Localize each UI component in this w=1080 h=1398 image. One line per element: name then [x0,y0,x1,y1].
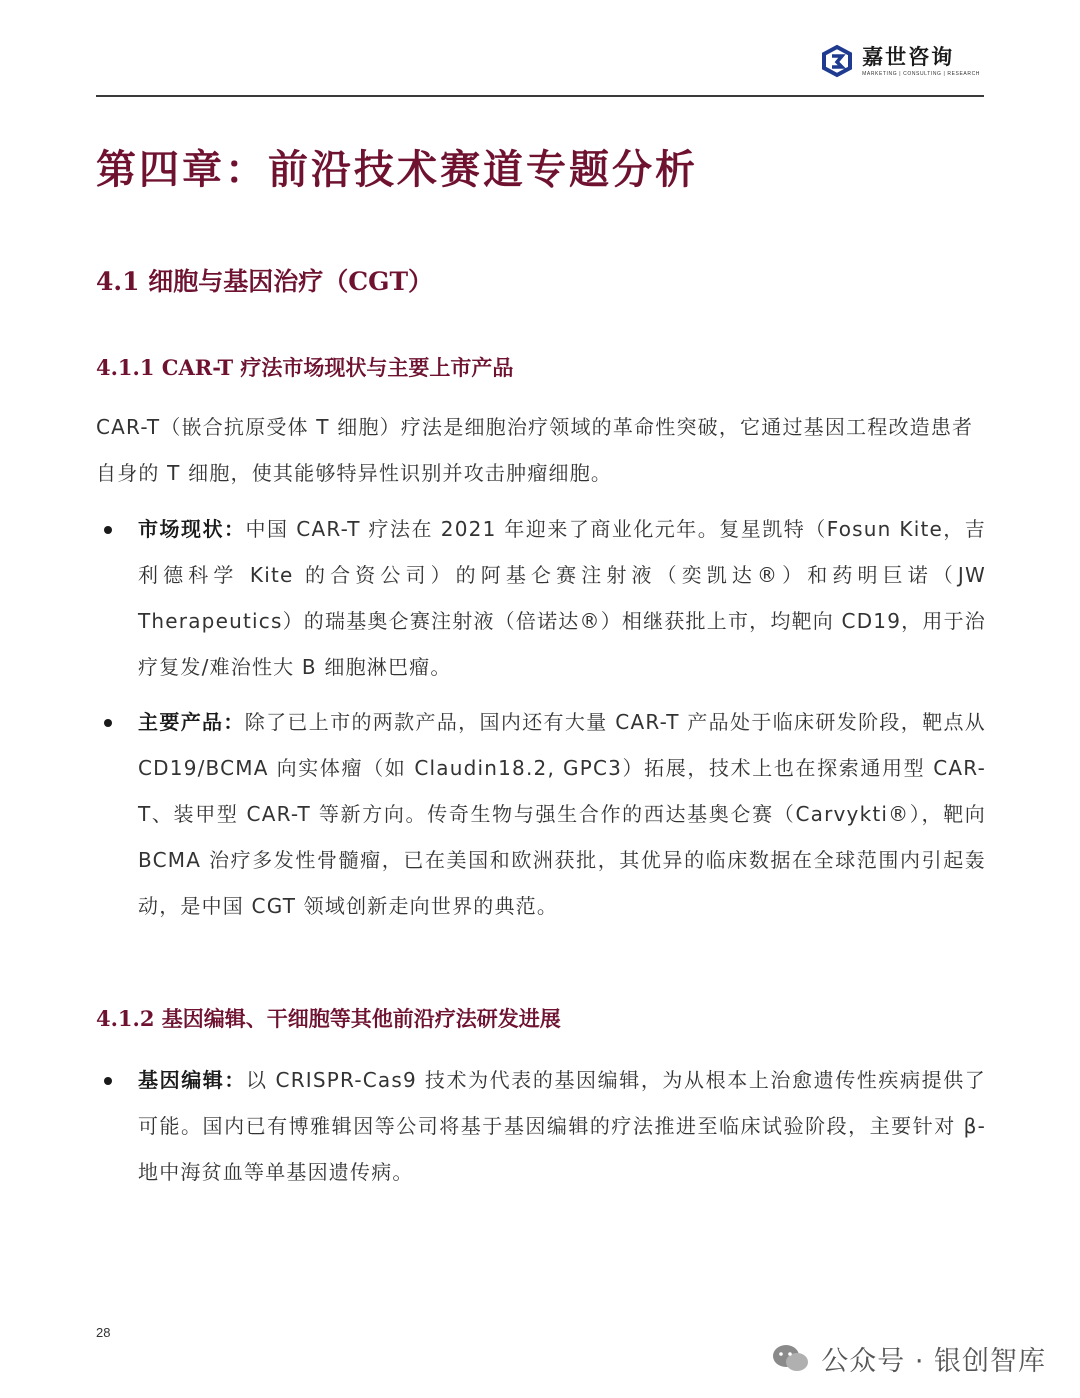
header-divider [96,95,984,97]
bullet-item-market-status [96,506,986,690]
bullet-text: 中国 CAR-T 疗法在 2021 年迎来了商业化元年。复星凯特（Fosun Kite，吉利德科学 Kite 的合资公司）的阿基仑赛注射液（奕凯达®）和药明巨诺（JW Therapeutics）的瑞基奥仑赛注射液（倍诺达®）相继获批上市，均靶向 CD19，用于治疗复发/难治性大 B 细胞淋巴瘤。 [138,517,986,679]
subsection-heading-4-1-2: 4.1.2 基因编辑、干细胞等其他前沿疗法研发进展 [96,1006,561,1031]
bullet-text: 以 CRISPR-Cas9 技术为代表的基因编辑，为从根本上治愈遗传性疾病提供了可能。国内已有博雅辑因等公司将基于基因编辑的疗法推进至临床试验阶段，主要针对 β-地中海贫血等单基因遗传病。 [138,1068,986,1184]
bullet-body [138,506,986,690]
bullet-text: 除了已上市的两款产品，国内还有大量 CAR-T 产品处于临床研发阶段，靶点从 CD19/BCMA 向实体瘤（如 Claudin18.2, GPC3）拓展，技术上也在探索通用型 CAR-T、装甲型 CAR-T 等新方向。传奇生物与强生合作的西达基奥仑赛（Carvykti®），靶向 BCMA 治疗多发性骨髓瘤，已在美国和欧洲获批，其优异的临床数据在全球范围内引起轰动，是中国 CGT 领域创新走向世界的典范。 [138,710,987,918]
wechat-watermark [771,1339,1046,1378]
brand-logo [820,44,980,78]
subsection-heading-4-1-1: 4.1.1 CAR-T 疗法市场现状与主要上市产品 [96,355,514,380]
wechat-icon [771,1342,811,1376]
bullet-label: 市场现状： [138,517,246,541]
bullet-item-gene-editing [96,1057,986,1195]
bullet-dot-icon [104,1077,112,1085]
bullet-body [138,1057,986,1195]
section-heading-4-1: 4.1 细胞与基因治疗（CGT） [96,267,434,296]
bullet-label: 基因编辑： [138,1068,246,1092]
watermark-text: 公众号 · 银创智库 [821,1346,1046,1377]
brand-name: 嘉世咨询 [862,45,955,69]
bullet-label: 主要产品： [138,710,245,734]
bullet-dot-icon [104,719,112,727]
brand-tagline: MARKETING | CONSULTING | RESEARCH [862,71,980,77]
page-number: 28 [96,1325,111,1340]
brand-logo-icon [820,44,854,78]
chapter-title: 第四章：前沿技术赛道专题分析 [96,146,698,193]
bullet-dot-icon [104,526,112,534]
intro-paragraph: CAR-T（嵌合抗原受体 T 细胞）疗法是细胞治疗领域的革命性突破，它通过基因工程改造患者自身的 T 细胞，使其能够特异性识别并攻击肿瘤细胞。 [96,415,974,485]
page-header [96,40,984,96]
bullet-item-main-products [96,699,986,929]
bullet-body [138,699,986,929]
